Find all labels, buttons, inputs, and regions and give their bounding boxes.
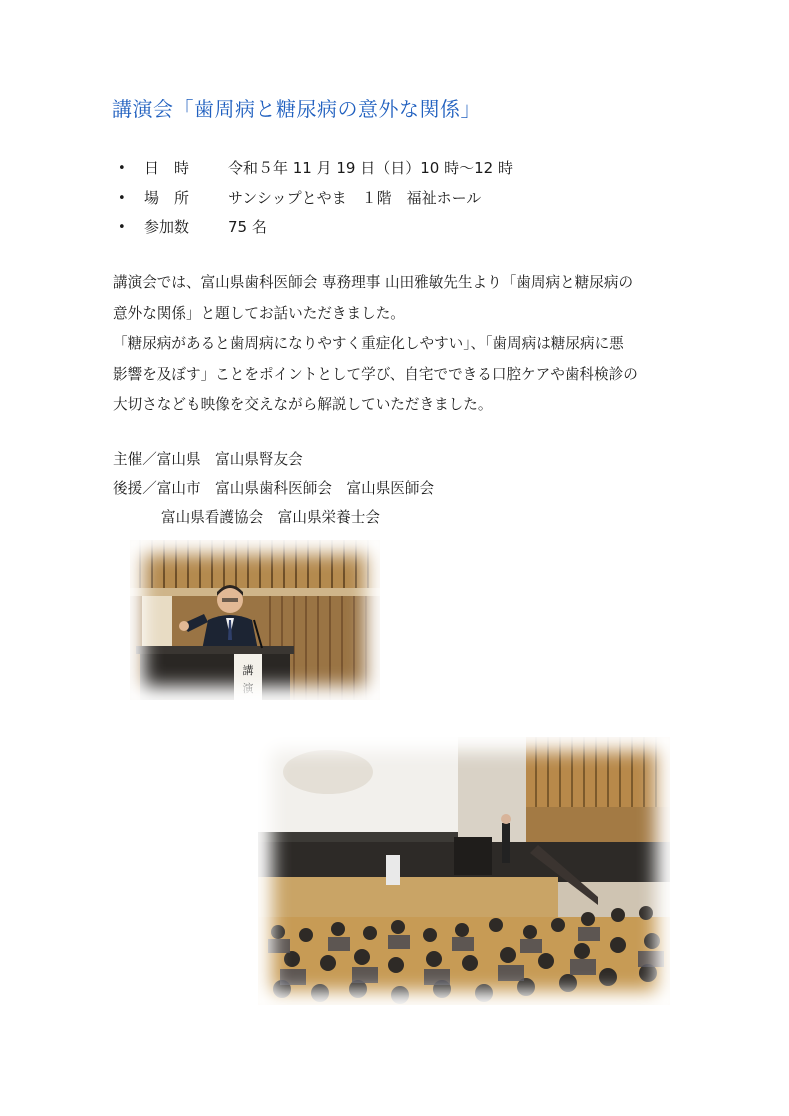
page-title: 講演会「歯周病と糖尿病の意外な関係」 xyxy=(112,97,481,121)
place-label: 場 所 xyxy=(144,188,190,207)
attendance-label: 参加数 xyxy=(144,218,190,236)
speaker-photo xyxy=(130,540,380,700)
bullet-icon: • xyxy=(118,161,126,176)
bullet-icon: • xyxy=(118,190,126,206)
body-line: 講演会では、富山県歯科医師会 専務理事 山田雅敏先生より「歯周病と糖尿病の xyxy=(113,274,634,291)
place-value: サンシップとやま １階 福祉ホール xyxy=(228,188,482,207)
speaker-photo-image xyxy=(130,540,380,700)
body-line: 大切さなども映像を交えながら解説していただきました。 xyxy=(113,396,493,413)
info-row-attendance xyxy=(118,213,513,243)
audience-photo-image xyxy=(258,737,670,1005)
date-value: 令和５年 11 月 19 日（日）10 時～12 時 xyxy=(228,159,513,177)
event-info-list xyxy=(118,154,513,243)
info-row-place xyxy=(118,184,513,214)
podium-sign-char: 講 xyxy=(242,664,254,677)
report-body xyxy=(113,268,683,421)
body-line: 「糖尿病があると歯周病になりやすく重症化しやすい」、「歯周病は糖尿病に悪 xyxy=(113,335,624,352)
body-line: 影響を及ぼす」ことをポイントとして学び、自宅でできる口腔ケアや歯科検診の xyxy=(113,365,638,383)
support-line: 後援／富山市 富山県歯科医師会 富山県医師会 xyxy=(113,480,435,497)
info-row-date xyxy=(118,154,513,184)
support-line-continued: 富山県看護協会 富山県栄養士会 xyxy=(161,509,380,526)
attendance-value: 75 名 xyxy=(228,218,267,236)
bullet-icon: • xyxy=(118,220,126,235)
date-label: 日 時 xyxy=(144,159,190,177)
podium-sign-char: 演 xyxy=(242,682,254,695)
credits-block xyxy=(113,445,434,532)
body-line: 意外な関係」と題してお話いただきました。 xyxy=(113,304,405,322)
host-line: 主催／富山県 富山県腎友会 xyxy=(113,451,303,468)
audience-photo xyxy=(258,737,670,1005)
